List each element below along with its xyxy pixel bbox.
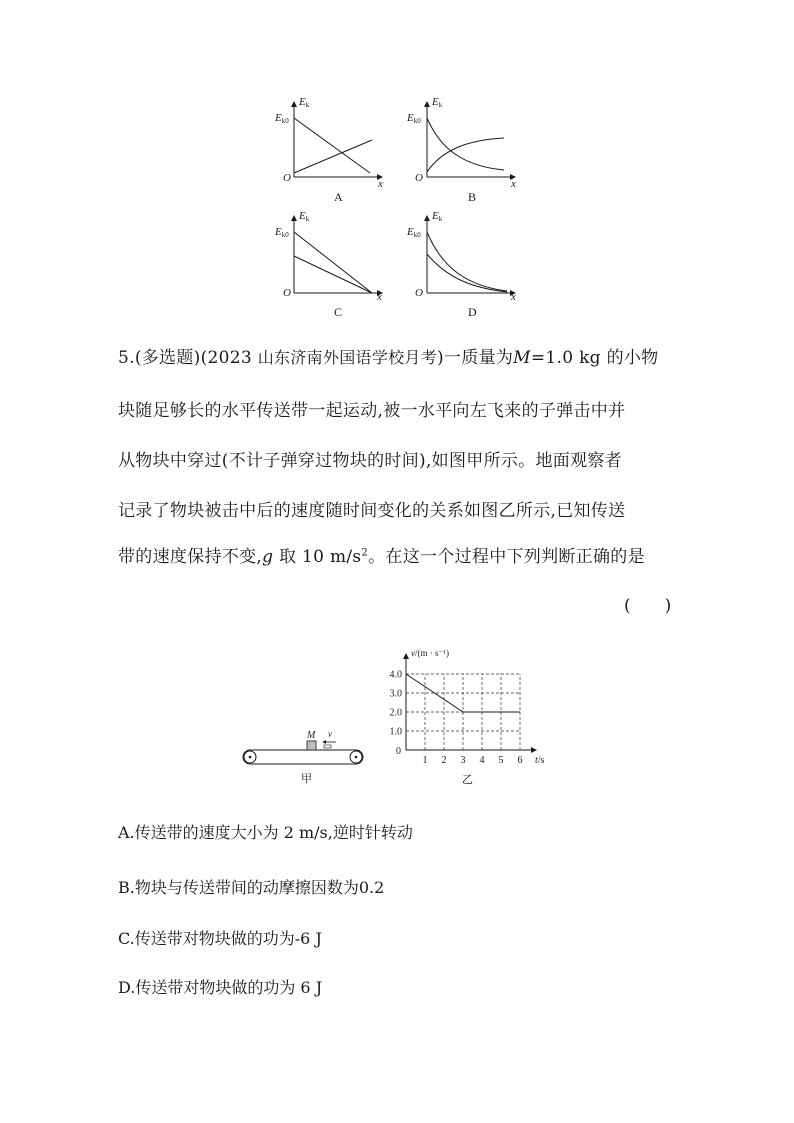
origin-label: O (283, 287, 291, 299)
figure-jia (238, 722, 376, 786)
ek-curve-increasing (427, 138, 504, 172)
option-label: B. (118, 878, 135, 897)
question-source: 山东济南外国语学校月考 (257, 348, 438, 367)
option-text: 物块与传送带间的动摩擦因数为0.2 (134, 878, 385, 897)
y0-label: Ek0 (275, 112, 289, 125)
question-tag-open: (多选题)( (134, 348, 208, 368)
figure-caption: 甲 (301, 773, 312, 785)
x-axis-label: x (511, 291, 516, 303)
option-c[interactable] (118, 926, 322, 949)
g-symbol: g (262, 547, 274, 567)
x-tick-label: 5 (498, 755, 504, 766)
graph-panel-b (406, 96, 516, 204)
question-line-1 (118, 343, 658, 368)
ek-line-lower (294, 256, 372, 293)
panel-caption: D (468, 305, 477, 319)
panel-caption: C (334, 305, 343, 319)
option-d[interactable] (118, 975, 322, 998)
x-tick-label: 1 (422, 755, 428, 766)
bullet-icon (324, 745, 331, 748)
option-label: C. (118, 929, 135, 948)
question-text: 带的速度保持不变, (118, 547, 263, 567)
mass-symbol: M (513, 348, 531, 368)
mass-value: =1.0 kg (530, 348, 601, 368)
y-tick-label: 1.0 (389, 726, 402, 738)
y-axis-label: Ek (432, 210, 443, 223)
x-tick-label: 2 (441, 755, 447, 766)
figure-yi-chart (378, 644, 563, 786)
origin-label: O (283, 172, 291, 184)
unit-exponent: 2 (361, 547, 369, 559)
panel-caption: A (334, 190, 343, 204)
chart-x-label: t/s (535, 755, 545, 766)
question-tag-close: ) (437, 348, 444, 368)
chart-y-label: v/(m · s⁻¹) (411, 648, 449, 658)
left-pulley-axle (249, 756, 252, 759)
question-line-5 (118, 542, 645, 567)
block-label: M (307, 730, 316, 741)
ek-curve-upper (427, 232, 507, 291)
y0-label: Ek0 (407, 112, 421, 125)
x-axis-label: x (378, 178, 383, 190)
x-axis-label: x (377, 291, 382, 303)
origin-label: O (415, 287, 423, 299)
question-text: 取 10 m/s (273, 547, 362, 567)
graph-panel-c (274, 210, 382, 319)
y0-label: Ek0 (407, 226, 421, 239)
option-text: 传送带的速度大小为 2 m/s,逆时针转动 (134, 823, 413, 842)
y-tick-label: 3.0 (389, 688, 402, 700)
right-pulley-axle (355, 756, 358, 759)
origin-label: O (415, 172, 423, 184)
x-tick-label: 4 (479, 755, 485, 766)
x-tick-label: 6 (517, 755, 523, 766)
question-year: 2023 (207, 348, 252, 368)
answer-bracket: ( ) (624, 596, 672, 616)
option-label: D. (118, 978, 136, 997)
option-b[interactable] (118, 875, 384, 898)
ek-curve-lower (427, 254, 507, 292)
question-line-3: 从物块中穿过(不计子弹穿过物块的时间),如图甲所示。地面观察者 (118, 451, 622, 471)
conveyor-belt (243, 750, 363, 764)
chart-caption: 乙 (462, 774, 473, 786)
question-text: 一质量为 (443, 348, 514, 368)
option-text: 传送带对物块做的功为-6 J (134, 929, 322, 948)
chart-origin-label: 0 (396, 746, 401, 757)
option-label: A. (118, 823, 135, 842)
ek-curve-increasing (294, 140, 372, 173)
y-axis-label: Ek (299, 210, 310, 223)
question-text: 。在这一个过程中下列判断正确的是 (368, 547, 645, 567)
y-axis-label: Ek (432, 96, 443, 109)
y-tick-label: 4.0 (389, 669, 402, 681)
option-a[interactable] (118, 820, 413, 843)
question-line-4: 记录了物块被击中后的速度随时间变化的关系如图乙所示,已知传送 (118, 501, 626, 521)
energy-graphs (262, 88, 542, 324)
panel-caption: B (468, 190, 477, 204)
question-text: 的小物 (606, 348, 659, 368)
block-m (307, 741, 316, 750)
ek-line-upper (294, 232, 372, 293)
x-tick-label: 3 (460, 755, 466, 766)
y-tick-label: 2.0 (389, 707, 402, 719)
velocity-label: v (328, 729, 332, 739)
x-axis-label: x (511, 178, 516, 190)
chart-ticks (390, 670, 523, 767)
graph-panel-a (274, 96, 383, 204)
y0-label: Ek0 (275, 226, 289, 239)
option-text: 传送带对物块做的功为 6 J (135, 978, 323, 997)
y-axis-label: Ek (299, 96, 310, 109)
question-number: 5. (118, 348, 135, 368)
graph-panel-d (406, 210, 516, 319)
question-line-2: 块随足够长的水平传送带一起运动,被一水平向左飞来的子弹击中并 (118, 401, 626, 421)
